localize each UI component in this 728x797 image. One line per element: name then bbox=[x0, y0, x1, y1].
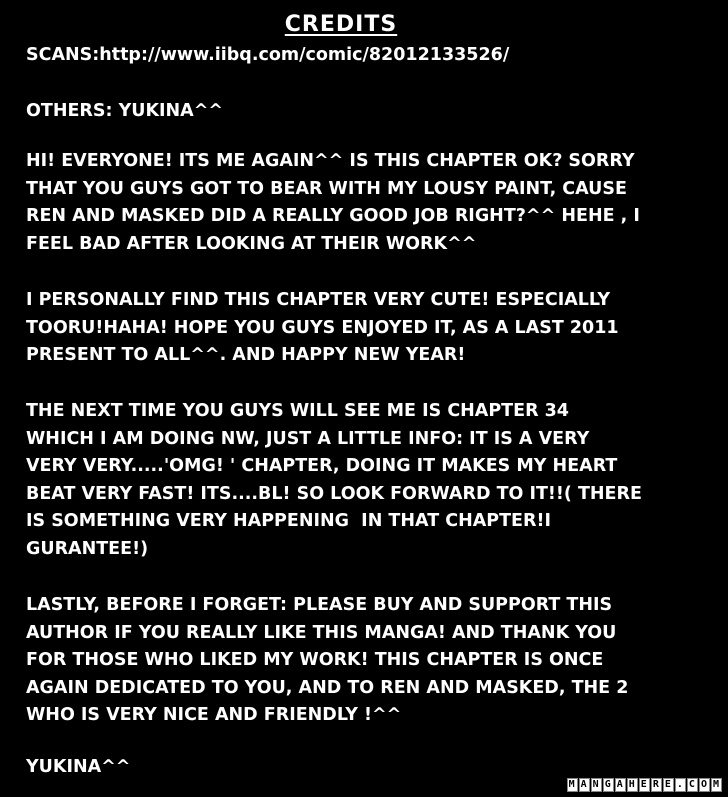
message-paragraph-1: HI! EVERYONE! ITS ME AGAIN^^ IS THIS CHAPTER OK? SORRY THAT YOU GUYS GOT TO BEAR WITH MY LOUSY PAINT, CAUSE REN AND MASKED DID A REALLY GOOD JOB RIGHT?^^ HEHE , I FEEL BAD AFTER LOOKING AT THEIR WORK^^ bbox=[26, 151, 640, 254]
scans-credit-line: SCANS:http://www.iibq.com/comic/82012133526/ bbox=[26, 45, 510, 65]
watermark-letter: C bbox=[688, 779, 696, 790]
watermark-letter: R bbox=[652, 779, 660, 790]
signature: YUKINA^^ bbox=[26, 757, 131, 777]
watermark-letter: . bbox=[676, 779, 684, 790]
message-paragraph-3: THE NEXT TIME YOU GUYS WILL SEE ME IS CHAPTER 34 WHICH I AM DOING NW, JUST A LITTLE INFO: IT IS A VERY VERY VERY.....'OMG! ' CHAPTER, DOING IT MAKES MY HEART BEAT VERY FAST! ITS....BL! SO LOOK FORWARD TO IT!!( THERE IS SOMETHING VERY HAPPENING IN THAT CHAPTER!I GURANTEE!) bbox=[26, 401, 642, 559]
watermark-letter: E bbox=[664, 779, 672, 790]
others-credit-line: OTHERS: YUKINA^^ bbox=[26, 101, 224, 121]
site-watermark bbox=[567, 777, 722, 793]
watermark-letter: A bbox=[616, 779, 624, 790]
message-paragraph-2: I PERSONALLY FIND THIS CHAPTER VERY CUTE! ESPECIALLY TOORU!HAHA! HOPE YOU GUYS ENJOYED IT, AS A LAST 2011 PRESENT TO ALL^^. AND HAPPY NEW YEAR! bbox=[26, 290, 619, 365]
page-title: CREDITS bbox=[284, 12, 398, 37]
watermark-letter: O bbox=[700, 779, 708, 790]
watermark-letter: E bbox=[640, 779, 648, 790]
watermark-letter: M bbox=[568, 779, 576, 790]
message-paragraph-4: LASTLY, BEFORE I FORGET: PLEASE BUY AND SUPPORT THIS AUTHOR IF YOU REALLY LIKE THIS MANGA! AND THANK YOU FOR THOSE WHO LIKED MY WORK! THIS CHAPTER IS ONCE AGAIN DEDICATED TO YOU, AND TO REN AND MASKED, THE 2 WHO IS VERY NICE AND FRIENDLY !^^ bbox=[26, 595, 629, 725]
watermark-letter: H bbox=[628, 779, 636, 790]
watermark-letter: A bbox=[580, 779, 588, 790]
watermark-letter: N bbox=[592, 779, 600, 790]
watermark-letter: G bbox=[604, 779, 612, 790]
watermark-letter: M bbox=[712, 779, 720, 790]
